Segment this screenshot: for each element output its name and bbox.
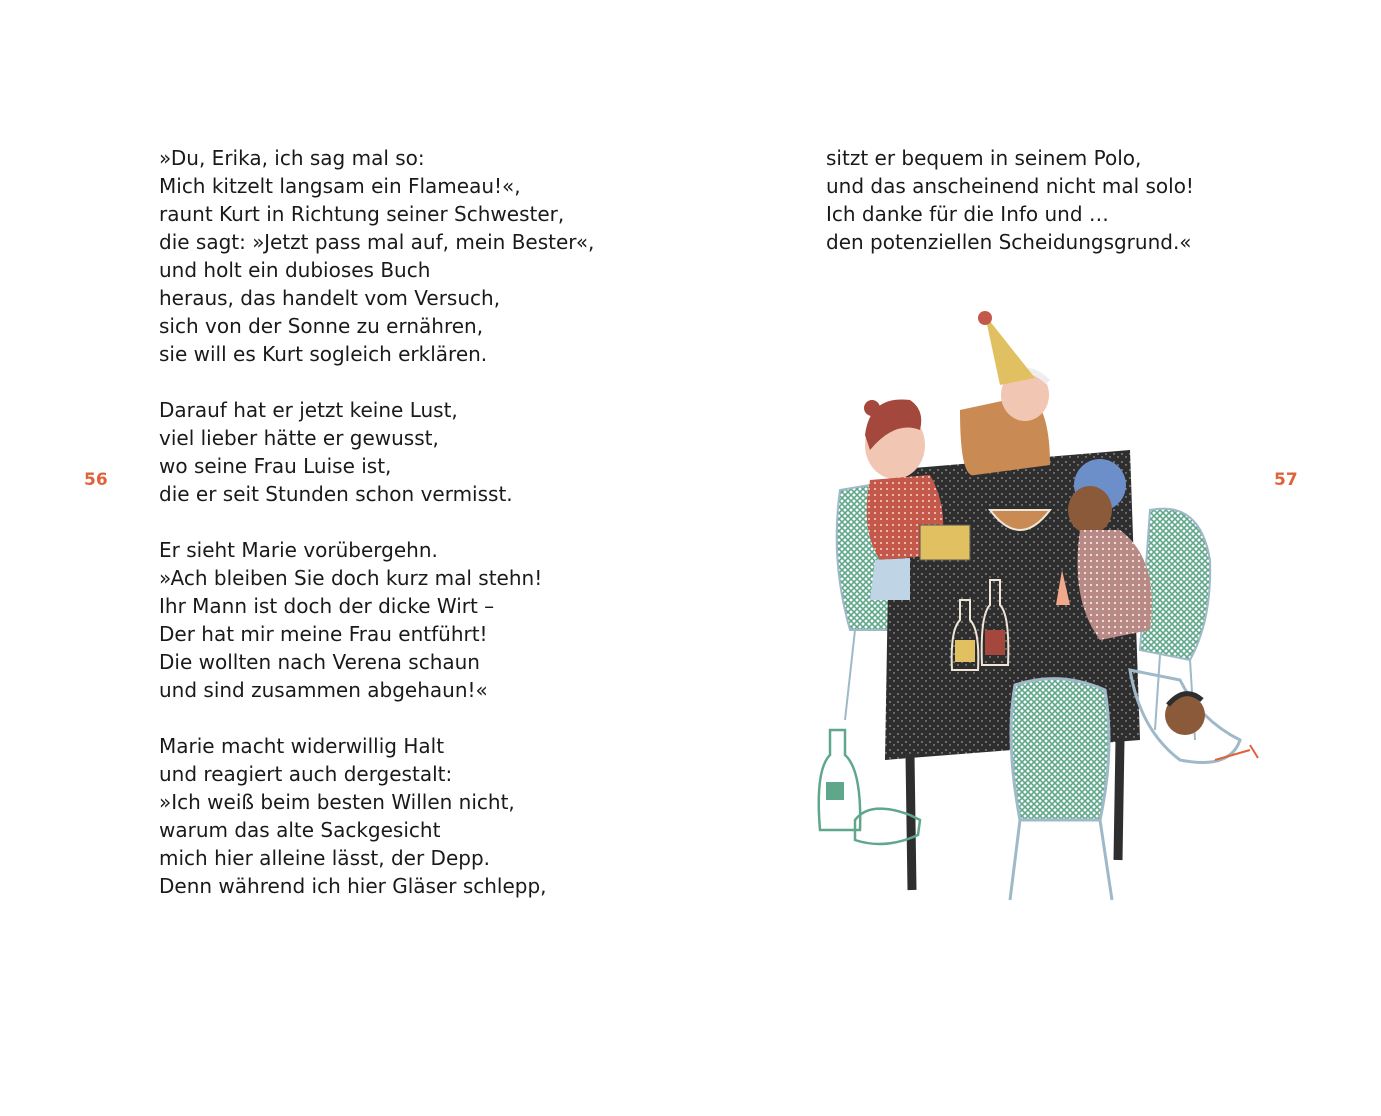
verse-line: die sagt: »Jetzt pass mal auf, mein Bester«, — [159, 230, 595, 254]
verse-line: Darauf hat er jetzt keine Lust, — [159, 398, 458, 422]
verse-line: Marie macht widerwillig Halt — [159, 734, 445, 758]
stanza — [826, 144, 1194, 256]
stanza — [159, 732, 594, 900]
verse-line: »Du, Erika, ich sag mal so: — [159, 146, 425, 170]
verse-line: den potenziellen Scheidungsgrund.« — [826, 230, 1192, 254]
verse-line: die er seit Stunden schon vermisst. — [159, 482, 513, 506]
verse-line: sich von der Sonne zu ernähren, — [159, 314, 484, 338]
verse-line: »Ich weiß beim besten Willen nicht, — [159, 790, 515, 814]
page-number-right: 57 — [1274, 470, 1298, 490]
party-table-illustration — [800, 300, 1270, 910]
verse-line: Denn während ich hier Gläser schlepp, — [159, 874, 547, 898]
verse-line: »Ach bleiben Sie doch kurz mal stehn! — [159, 566, 543, 590]
old-man-with-party-hat — [960, 311, 1050, 475]
verse-line: Er sieht Marie vorübergehn. — [159, 538, 438, 562]
verse-line: Der hat mir meine Frau entführt! — [159, 622, 488, 646]
verse-line: und reagiert auch dergestalt: — [159, 762, 453, 786]
stanza — [159, 396, 594, 508]
verse-line: Ich danke für die Info und … — [826, 202, 1109, 226]
verse-line: sitzt er bequem in seinem Polo, — [826, 146, 1142, 170]
chair-front — [1010, 679, 1112, 900]
page-number-left: 56 — [84, 470, 108, 490]
stanza — [159, 144, 594, 368]
verse-line: viel lieber hätte er gewusst, — [159, 426, 439, 450]
man-lying-on-floor — [1130, 670, 1258, 763]
verse-line: und holt ein dubioses Buch — [159, 258, 431, 282]
verse-line: sie will es Kurt sogleich erklären. — [159, 342, 488, 366]
verse-line: heraus, das handelt vom Versuch, — [159, 286, 501, 310]
verse-line: und sind zusammen abgehaun!« — [159, 678, 488, 702]
verse-line: Die wollten nach Verena schaun — [159, 650, 480, 674]
verse-line: raunt Kurt in Richtung seiner Schwester, — [159, 202, 565, 226]
poem-right-column — [826, 144, 1194, 256]
party-hat — [985, 315, 1035, 385]
verse-line: mich hier alleine lässt, der Depp. — [159, 846, 490, 870]
stanza — [159, 536, 594, 704]
verse-line: und das anscheinend nicht mal solo! — [826, 174, 1194, 198]
poem-left-column — [159, 144, 594, 900]
verse-line: Mich kitzelt langsam ein Flameau!«, — [159, 174, 521, 198]
verse-line: warum das alte Sackgesicht — [159, 818, 441, 842]
verse-line: wo seine Frau Luise ist, — [159, 454, 392, 478]
verse-line: Ihr Mann ist doch der dicke Wirt – — [159, 594, 495, 618]
